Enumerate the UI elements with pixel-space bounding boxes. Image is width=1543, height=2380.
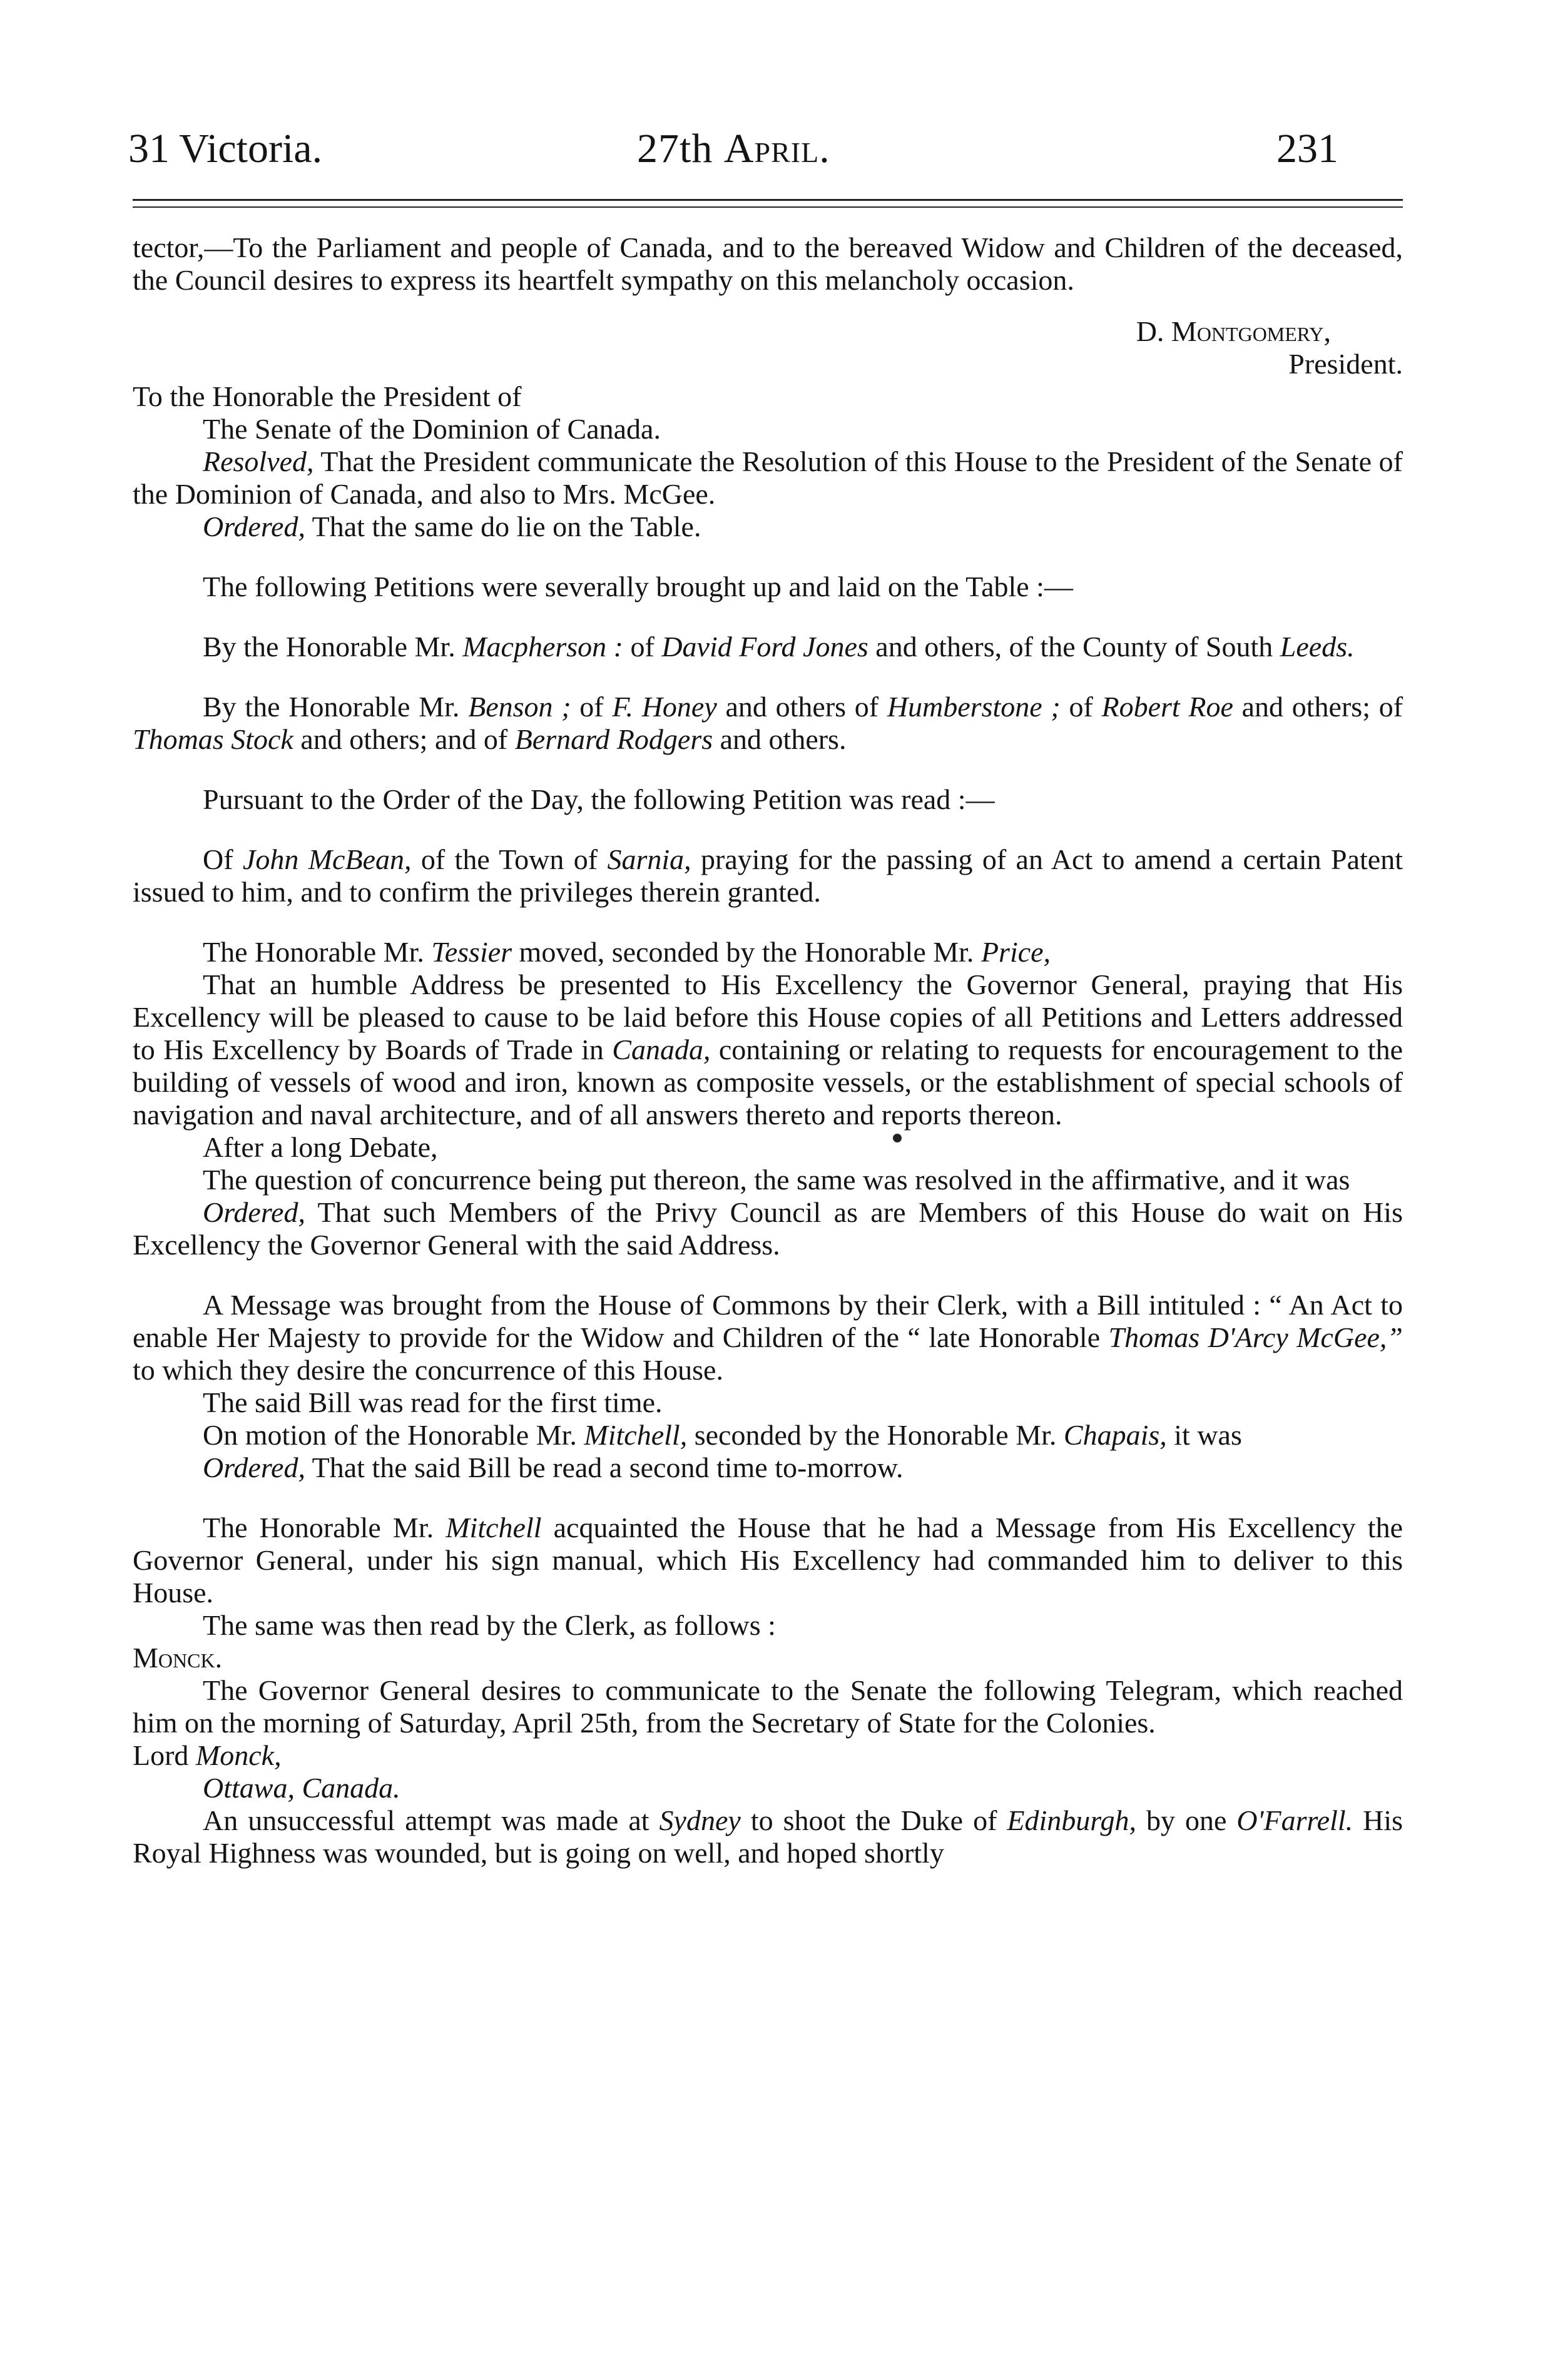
petition-macpherson <box>133 631 1403 663</box>
council-resolution-text <box>133 231 1403 297</box>
signature-name: D. Montgomery, <box>1136 315 1331 347</box>
text-run: and others of <box>725 691 879 723</box>
text-run: That an humble Address be presented to His Excellency the Governor General, praying that His Excellency will be pleased to cause to be laid before this House copies of all Petitions and Letters addressed to His Excellency by Boards of Trade in <box>133 969 1403 1065</box>
text-run: That the same do lie on the Table. <box>312 511 701 542</box>
place-name: Leeds. <box>1280 631 1355 663</box>
text-run: By the Honorable Mr. <box>203 691 460 723</box>
text-run: moved, seconded by the Honorable Mr. <box>519 936 974 968</box>
text-run: A Message was brought from the House of Commons by their Clerk, with a Bill intituled : “ An Act to enable Her Majesty to provide for the Widow and Children of the “ late Honorable <box>133 1289 1403 1353</box>
petitioner-name: Bernard Rodgers <box>514 723 713 755</box>
place-name: Canada, <box>612 1034 711 1065</box>
text-run: Lord <box>133 1739 189 1771</box>
text-run: The Honorable Mr. <box>203 1512 434 1543</box>
running-head-session: 31 Victoria. <box>128 126 323 171</box>
place-name: Ottawa, Canada. <box>203 1772 400 1804</box>
text-run: and others. <box>720 723 847 755</box>
page-number: 231 <box>1276 126 1338 171</box>
running-head-day: 27th <box>637 126 713 171</box>
text-run: of <box>630 631 654 663</box>
text-run: and others; of <box>1241 691 1403 723</box>
running-head-date <box>637 128 830 170</box>
petitioner-name: Thomas Stock <box>133 723 293 755</box>
signature-role: President. <box>1288 348 1403 380</box>
petition-mcbean <box>133 843 1403 908</box>
text-run: An unsuccessful attempt was made at <box>203 1804 649 1836</box>
member-name: Mitchell <box>446 1512 542 1543</box>
text-run: it was <box>1174 1419 1242 1451</box>
text-run: and others, of the County of South <box>875 631 1273 663</box>
text-run: and others; and of <box>300 723 508 755</box>
person-name: O'Farrell. <box>1236 1804 1353 1836</box>
header-rule-thin <box>133 206 1403 208</box>
petitioner-name: John McBean, <box>242 843 412 875</box>
place-name: Humberstone ; <box>887 691 1061 723</box>
petitioner-name: F. Honey <box>612 691 717 723</box>
person-name: Monck, <box>195 1739 282 1771</box>
member-name: Chapais, <box>1063 1419 1167 1451</box>
debate-line: After a long Debate, <box>203 1131 438 1163</box>
ordered-label: Ordered, <box>203 1196 305 1228</box>
member-name: Tessier <box>431 936 512 968</box>
telegram-location <box>133 1772 1403 1804</box>
mitchell-message <box>133 1512 1403 1609</box>
mitchell-motion <box>133 1419 1403 1452</box>
text-run: seconded by the Honorable Mr. <box>694 1419 1057 1451</box>
commons-message <box>133 1289 1403 1386</box>
petitions-intro: The following Petitions were severally brought up and laid on the Table :— <box>203 571 1073 603</box>
text-run: By the Honorable Mr. <box>203 631 456 663</box>
ordered-label: Ordered, <box>203 1452 305 1483</box>
text-run: His Royal Highness was wounded, but is going on well, and hoped shortly <box>133 1804 1403 1869</box>
member-name: Price, <box>980 936 1051 968</box>
text-run: containing or relating to requests for encouragement to the building of vessels of wood and iron, known as composite vessels, or the establishment of special schools of navigation and naval architecture, and of all answers thereto and reports thereon. <box>133 1034 1403 1131</box>
telegram-salutation <box>133 1739 1403 1772</box>
text-run: That the said Bill be read a second time to-morrow. <box>312 1452 904 1483</box>
address-line-1: To the Honorable the President of <box>133 380 522 412</box>
first-reading: The said Bill was read for the first time. <box>203 1386 663 1418</box>
text-run: praying for the passing of an Act to amend a certain Patent issued to him, and to confirm the privileges therein granted. <box>133 843 1403 908</box>
member-name: Benson ; <box>468 691 571 723</box>
question-paragraph: The question of concurrence being put thereon, the same was resolved in the affirmative, and it was <box>203 1164 1350 1196</box>
ordered-paragraph-1 <box>133 511 1403 543</box>
text-run: That such Members of the Privy Council as are Members of this House do wait on His Excellency the Governor General with the said Address. <box>133 1196 1403 1261</box>
text-run: to which they desire the concurrence of this House. <box>133 1354 723 1386</box>
place-name: Edinburgh, <box>1007 1804 1136 1836</box>
address-motion-text <box>133 969 1403 1131</box>
place-name: Sydney <box>659 1804 741 1836</box>
order-of-day: Pursuant to the Order of the Day, the following Petition was read :— <box>203 783 995 815</box>
governor-general-message: The Governor General desires to communicate to the Senate the following Telegram, which reached him on the morning of Saturday, April 25th, from the Secretary of State for the Colonies. <box>133 1674 1403 1739</box>
monck-signature: Monck. <box>133 1642 223 1674</box>
clerk-reading: The same was then read by the Clerk, as follows : <box>203 1609 776 1641</box>
petition-benson <box>133 691 1403 756</box>
resolved-label: Resolved, <box>203 445 314 477</box>
text-run: tector,—To the Parliament and people of Canada, and to the bereaved Widow and Children of the deceased, the Council desires to express its heartfelt sympathy on this melancholy occasion. <box>133 231 1403 296</box>
text-run: On motion of the Honorable Mr. <box>203 1419 577 1451</box>
body-text <box>133 231 1403 1869</box>
ordered-paragraph-2 <box>133 1196 1403 1261</box>
petitioner-name: Robert Roe <box>1101 691 1233 723</box>
person-name: Thomas D'Arcy McGee,” <box>1108 1321 1403 1353</box>
tessier-motion <box>133 936 1403 969</box>
text-run: That the President communicate the Resolution of this House to the President of the Senate of the Dominion of Canada, and also to Mrs. McGee. <box>133 445 1403 510</box>
text-run: The Honorable Mr. <box>203 936 424 968</box>
address-line-2: The Senate of the Dominion of Canada. <box>203 413 661 445</box>
petitioner-name: David Ford Jones <box>661 631 868 663</box>
text-run: of the Town of <box>420 843 598 875</box>
member-name: Mitchell, <box>584 1419 688 1451</box>
text-run: to shoot the Duke of <box>750 1804 997 1836</box>
telegram-body <box>133 1804 1403 1869</box>
place-name: Sarnia, <box>607 843 691 875</box>
running-head-month: April. <box>723 126 830 171</box>
resolved-paragraph <box>133 445 1403 511</box>
ordered-paragraph-3 <box>133 1452 1403 1484</box>
text-run: by one <box>1146 1804 1227 1836</box>
text-run: of <box>579 691 604 723</box>
ordered-label: Ordered, <box>203 511 305 542</box>
text-run: of <box>1069 691 1093 723</box>
header-rule <box>133 199 1403 201</box>
member-name: Macpherson : <box>462 631 623 663</box>
text-run: acquainted the House that he had a Message from His Excellency the Governor General, under his sign manual, which His Excellency had commanded him to deliver to this House. <box>133 1512 1403 1609</box>
text-run: Of <box>203 843 233 875</box>
